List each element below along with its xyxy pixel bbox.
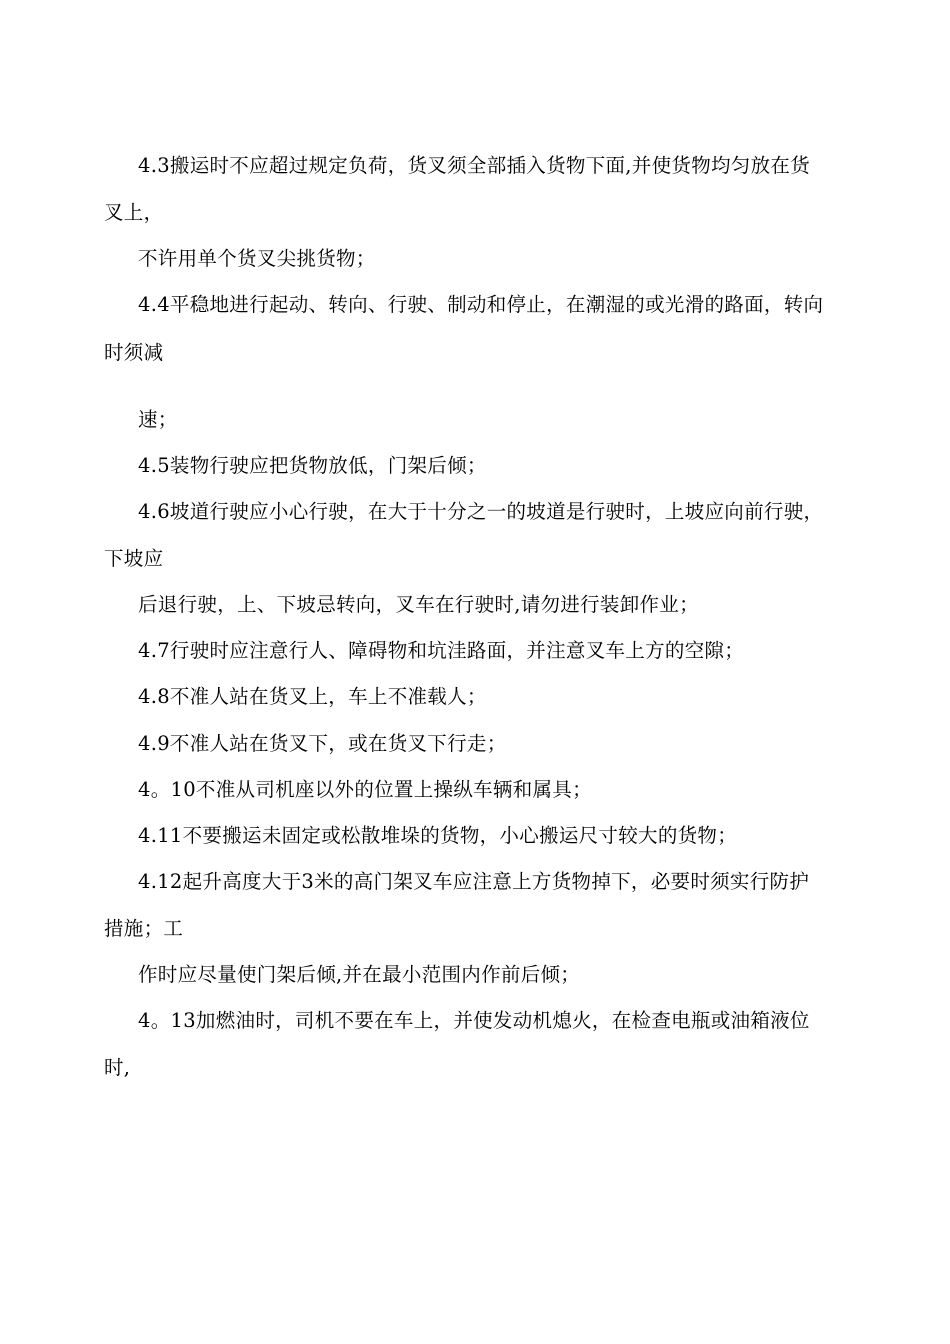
- paragraph-4-6-line-2: 下坡应: [104, 547, 164, 570]
- paragraph-4-5: 4.5装物行驶应把货物放低，门架后倾；: [138, 454, 487, 477]
- paragraph-4-4-line-1: 4.4平稳地进行起动、转向、行驶、制动和停止，在潮湿的或光滑的路面，转向: [138, 293, 824, 316]
- paragraph-4-4-line-2: 时须减: [104, 341, 164, 364]
- paragraph-4-12-line-1: 4.12起升高度大于3米的高门架叉车应注意上方货物掉下，必要时须实行防护: [138, 870, 810, 893]
- paragraph-4-3-line-1: 4.3搬运时不应超过规定负荷，货叉须全部插入货物下面,并使货物均匀放在货: [138, 154, 811, 177]
- paragraph-4-7: 4.7行驶时应注意行人、障碍物和坑洼路面，并注意叉车上方的空隙；: [138, 639, 745, 662]
- paragraph-4-9: 4.9不准人站在货叉下，或在货叉下行走；: [138, 732, 507, 755]
- paragraph-4-12-line-3: 作时应尽量使门架后倾,并在最小范围内作前后倾；: [138, 963, 581, 986]
- paragraph-4-11: 4.11不要搬运未固定或松散堆垛的货物，小心搬运尺寸较大的货物；: [138, 824, 738, 847]
- paragraph-4-8: 4.8不准人站在货叉上，车上不准载人；: [138, 685, 487, 708]
- paragraph-4-4-line-3: 速；: [138, 408, 178, 431]
- paragraph-4-6-line-1: 4.6坡道行驶应小心行驶，在大于十分之一的坡道是行驶时，上坡应向前行驶，: [138, 500, 824, 523]
- paragraph-4-3-line-2: 叉上，: [104, 201, 164, 224]
- paragraph-4-12-line-2: 措施；工: [104, 917, 184, 940]
- paragraph-4-10: 4。10不准从司机座以外的位置上操纵车辆和属具；: [138, 778, 592, 801]
- paragraph-4-3-line-3: 不许用单个货叉尖挑货物；: [138, 247, 376, 270]
- paragraph-4-6-line-3: 后退行驶，上、下坡忌转向，叉车在行驶时,请勿进行装卸作业；: [138, 593, 699, 616]
- paragraph-4-13-line-2: 时,: [104, 1056, 131, 1079]
- paragraph-4-13-line-1: 4。13加燃油时，司机不要在车上，并使发动机熄火，在检查电瓶或油箱液位: [138, 1009, 810, 1032]
